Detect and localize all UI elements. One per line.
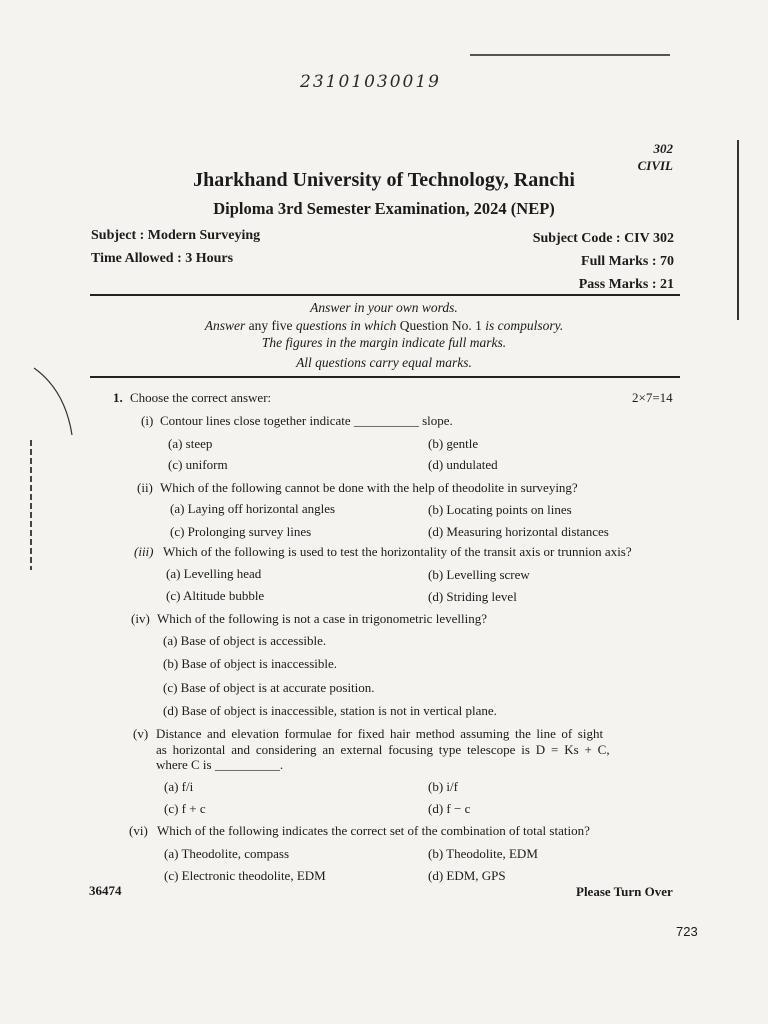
part-number: (iv) (131, 611, 150, 626)
time-allowed: Time Allowed : 3 Hours (91, 251, 234, 266)
part-number: (vi) (129, 823, 148, 838)
part-text: Which of the following is used to test the horizontality of the transit axis or trunnion axis? (163, 544, 632, 559)
question-number: 1. (113, 390, 123, 405)
scan-edge-line (470, 54, 670, 56)
instruction-2c: questions in which (295, 318, 397, 333)
paper-branch: CIVIL (637, 158, 673, 173)
part-text-line-1: Distance and elevation formulae for fixed hair method assuming the line of sight (156, 726, 604, 741)
part-text-line-2: as horizontal and considering an external focusing type telescope is D = Ks + C, (156, 742, 610, 757)
option: (d) undulated (428, 457, 498, 472)
instruction-line-3: The figures in the margin indicate full marks. (261, 335, 507, 350)
instruction-2e: is compulsory. (485, 318, 564, 333)
part-number: (iii) (134, 544, 154, 559)
instruction-line-1: Answer in your own words. (310, 300, 458, 315)
instruction-2b: any five (245, 318, 296, 333)
scan-left-marks (20, 360, 80, 580)
option: (d) f − c (428, 801, 471, 816)
instructions-divider (90, 376, 680, 378)
option: (a) steep (168, 436, 213, 451)
exam-title: Diploma 3rd Semester Examination, 2024 (NEP) (213, 199, 555, 218)
option: (c) uniform (168, 457, 228, 472)
option: (c) Altitude bubble (166, 588, 265, 603)
part-text: Which of the following is not a case in trigonometric levelling? (157, 611, 487, 626)
option: (a) Levelling head (166, 566, 262, 581)
full-marks: Full Marks : 70 (581, 254, 674, 269)
option: (c) Electronic theodolite, EDM (164, 868, 326, 883)
part-number: (v) (133, 726, 149, 741)
part-number: (ii) (137, 480, 153, 495)
paper-code: 302 (653, 141, 673, 156)
subject-code: Subject Code : CIV 302 (532, 231, 674, 246)
page-number: 723 (676, 924, 698, 939)
option: (b) gentle (428, 436, 479, 451)
paper-serial: 36474 (89, 883, 122, 898)
part-text: Which of the following indicates the correct set of the combination of total station? (157, 823, 590, 838)
part-text: Which of the following cannot be done with the help of theodolite in surveying? (160, 480, 578, 495)
option: (a) Theodolite, compass (164, 846, 290, 861)
question-marks: 2×7=14 (632, 390, 673, 405)
part-text: Contour lines close together indicate __________ slope. (160, 413, 453, 428)
part-text-line-3: where C is __________. (156, 757, 284, 772)
handwritten-roll-number: 23101030019 (300, 72, 441, 92)
option: (b) Locating points on lines (428, 502, 572, 517)
option: (a) f/i (164, 779, 194, 794)
option: (d) Striding level (428, 589, 517, 604)
university-title: Jharkhand University of Technology, Ranchi (193, 169, 575, 191)
option: (b) Levelling screw (428, 567, 530, 582)
subject-label: Subject : Modern Surveying (91, 228, 261, 243)
option: (d) Measuring horizontal distances (428, 524, 609, 539)
instruction-line-4: All questions carry equal marks. (296, 355, 472, 370)
turn-over-note: Please Turn Over (576, 884, 673, 899)
instruction-2a: Answer (204, 318, 246, 333)
option: (a) Laying off horizontal angles (170, 501, 336, 516)
option: (c) f + c (164, 801, 206, 816)
question-text: Choose the correct answer: (130, 390, 272, 405)
part-number: (i) (141, 413, 154, 428)
header-divider (90, 294, 680, 296)
option: (b) Theodolite, EDM (428, 846, 538, 861)
option: (d) Base of object is inaccessible, station is not in vertical plane. (163, 703, 497, 718)
option: (b) i/f (428, 779, 458, 794)
pass-marks: Pass Marks : 21 (578, 277, 674, 292)
option: (c) Base of object is at accurate position. (163, 680, 375, 695)
instruction-2d: Question No. 1 (396, 318, 486, 333)
option: (d) EDM, GPS (428, 868, 506, 883)
instruction-line-2 (0, 318, 768, 334)
option: (a) Base of object is accessible. (163, 633, 327, 648)
option: (b) Base of object is inaccessible. (163, 656, 337, 671)
scan-margin-line (737, 140, 739, 320)
option: (c) Prolonging survey lines (170, 524, 312, 539)
